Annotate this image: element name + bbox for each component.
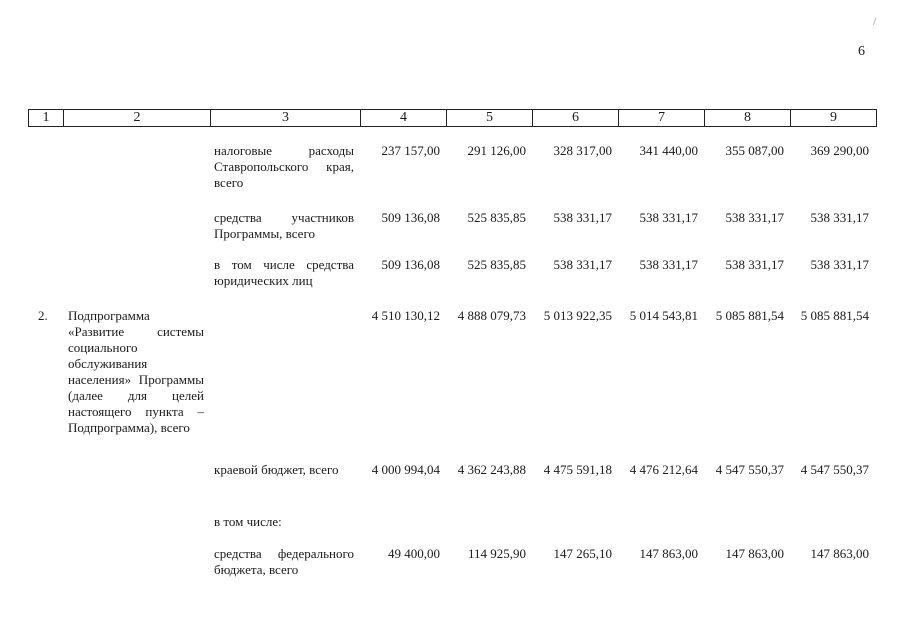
header-row [29,110,877,127]
row-value: 4 475 591,18 [543,462,612,477]
header-col-2: 2 [64,110,211,127]
row-value: 355 087,00 [725,143,784,158]
row-source: краевой бюджет, всего [214,462,339,477]
row-value: 369 290,00 [810,143,869,158]
header-col-3: 3 [211,110,361,127]
row-value: 525 835,85 [467,210,526,225]
header-col-1: 1 [29,110,64,127]
row-source: в том числе средства юридических лиц [214,257,354,288]
header-col-8: 8 [705,110,791,127]
row-value: 538 331,17 [553,257,612,272]
row-source: в том числе: [214,514,282,529]
row-value: 5 014 543,81 [629,308,698,323]
header-col-4: 4 [361,110,447,127]
page-number: 6 [858,44,865,59]
row-value: 4 000 994,04 [371,462,440,477]
row-value: 538 331,17 [553,210,612,225]
row-value: 291 126,00 [467,143,526,158]
row-value: 5 013 922,35 [543,308,612,323]
row-value: 147 863,00 [810,546,869,561]
row-value: 4 362 243,88 [457,462,526,477]
row-value: 147 863,00 [725,546,784,561]
row-value: 147 863,00 [639,546,698,561]
row-value: 525 835,85 [467,257,526,272]
row-value: 114 925,90 [467,546,526,561]
row-value: 509 136,08 [381,257,440,272]
row-source: средства федерального бюджета, всего [214,546,354,577]
row-value: 4 476 212,64 [629,462,698,477]
row-value: 237 157,00 [381,143,440,158]
corner-mark [873,18,879,27]
row-value: 538 331,17 [725,257,784,272]
header-col-6: 6 [533,110,619,127]
row-value: 4 510 130,12 [371,308,440,323]
column-number-header [28,109,877,127]
row-value: 49 400,00 [388,546,440,561]
row-value: 341 440,00 [639,143,698,158]
row-value: 4 888 079,73 [457,308,526,323]
row-value: 538 331,17 [810,210,869,225]
row-value: 4 547 550,37 [715,462,784,477]
row-source: средства участников Программы, всего [214,210,354,241]
row-value: 538 331,17 [639,210,698,225]
row-value: 328 317,00 [553,143,612,158]
row-number: 2. [38,308,48,323]
subprogram-name: Подпрограмма «Развитие системы социального обслуживания населения» Программы (далее для целей настоящего пункта – Подпрограмма), всего [68,308,204,435]
header-col-5: 5 [447,110,533,127]
row-value: 538 331,17 [810,257,869,272]
header-col-7: 7 [619,110,705,127]
row-value: 147 265,10 [553,546,612,561]
row-value: 4 547 550,37 [800,462,869,477]
header-col-9: 9 [791,110,877,127]
row-value: 5 085 881,54 [800,308,869,323]
row-value: 538 331,17 [639,257,698,272]
row-value: 509 136,08 [381,210,440,225]
row-value: 538 331,17 [725,210,784,225]
row-value: 5 085 881,54 [715,308,784,323]
row-source: налоговые расходы Ставропольского края, всего [214,143,354,190]
